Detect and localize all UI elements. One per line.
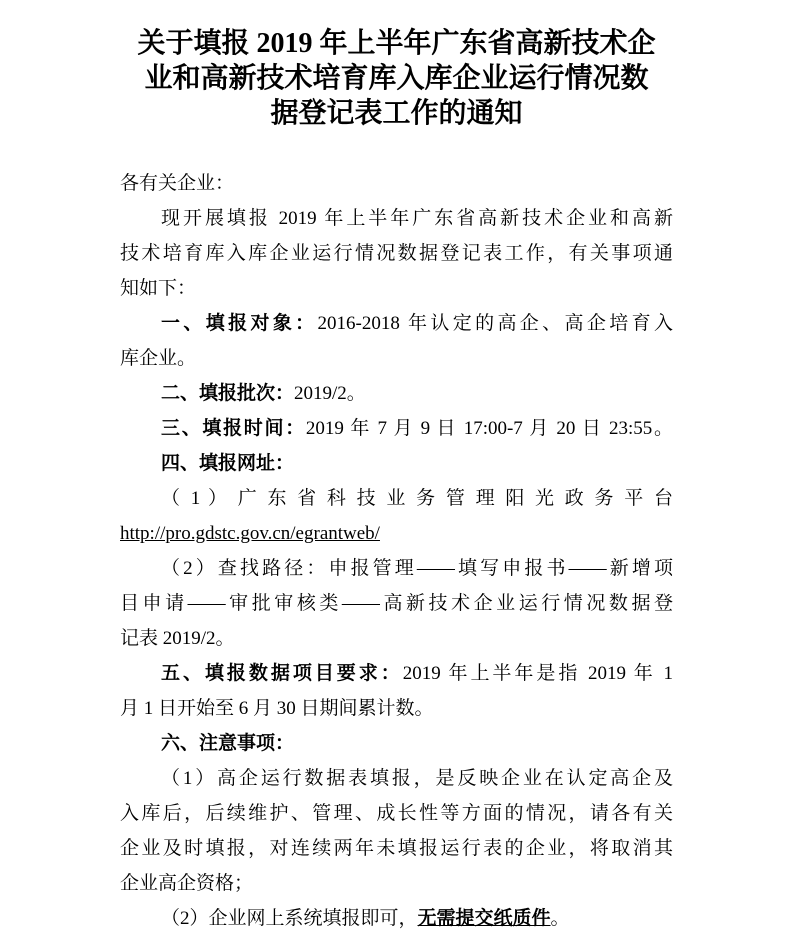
text-segment: （ 1 ） 广 东 省 科 技 业 务 管 理 阳 光 政 务 平 台	[161, 488, 673, 509]
text-segment: 各有关企业：	[120, 173, 235, 194]
text-line	[120, 866, 673, 901]
text-line	[120, 306, 673, 341]
text-line	[120, 411, 673, 446]
text-line	[120, 481, 673, 516]
text-segment: 2019 年 7 月 9 日 17:00-7 月 20 日 23:55。	[305, 418, 673, 439]
section-heading: 一、填报对象：	[161, 313, 318, 334]
text-line	[120, 201, 673, 236]
text-line	[120, 586, 673, 621]
text-segment: 知如下：	[120, 278, 197, 299]
text-line	[120, 166, 673, 201]
text-segment: 记表 2019/2。	[120, 628, 235, 649]
website-link[interactable]: http://pro.gdstc.gov.cn/egrantweb/	[120, 523, 380, 544]
text-line	[120, 726, 673, 761]
text-line	[120, 831, 673, 866]
text-line	[120, 656, 673, 691]
text-segment: 企业高企资格；	[120, 873, 254, 894]
section-heading: 二、填报批次：	[161, 383, 295, 404]
section-heading: 四、填报网址：	[161, 453, 295, 474]
text-segment: （1）高企运行数据表填报，是反映企业在认定高企及	[161, 768, 673, 789]
text-line	[120, 691, 673, 726]
text-segment: （2）查找路径：申报管理——填写申报书——新增项	[161, 558, 673, 579]
text-line	[120, 621, 673, 656]
text-segment: （2）企业网上系统填报即可，	[161, 908, 418, 929]
text-segment: 库企业。	[120, 348, 197, 369]
text-line	[120, 446, 673, 481]
text-segment: 。	[550, 908, 570, 929]
text-line	[120, 271, 673, 306]
text-line	[120, 236, 673, 271]
text-line	[120, 901, 673, 936]
emphasis-text: 无需提交纸质件	[417, 908, 551, 929]
text-segment: 企业及时填报，对连续两年未填报运行表的企业，将取消其	[120, 838, 673, 859]
text-line	[120, 796, 673, 831]
section-heading: 三、填报时间：	[161, 418, 306, 439]
document-title	[0, 26, 793, 131]
text-segment: 月 1 日开始至 6 月 30 日期间累计数。	[120, 698, 434, 719]
document-body	[120, 166, 673, 936]
text-segment: 现开展填报 2019 年上半年广东省高新技术企业和高新	[161, 208, 673, 229]
text-segment: 目申请——审批审核类——高新技术企业运行情况数据登	[120, 593, 673, 614]
title-line: 据登记表工作的通知	[270, 98, 523, 129]
text-line	[120, 341, 673, 376]
text-segment: 2016-2018 年认定的高企、高企培育入	[317, 313, 673, 334]
text-line	[120, 376, 673, 411]
text-segment: 2019 年上半年是指 2019 年 1	[402, 663, 673, 684]
text-line	[120, 516, 673, 551]
text-segment: 入库后，后续维护、管理、成长性等方面的情况，请各有关	[120, 803, 673, 824]
title-line: 关于填报 2019 年上半年广东省高新技术企	[137, 28, 656, 59]
text-segment: 技术培育库入库企业运行情况数据登记表工作，有关事项通	[120, 243, 673, 264]
text-line	[120, 551, 673, 586]
section-heading: 五、填报数据项目要求：	[161, 663, 403, 684]
text-segment: 2019/2。	[294, 383, 366, 404]
section-heading: 六、注意事项：	[161, 733, 295, 754]
title-line: 业和高新技术培育库入库企业运行情况数	[144, 63, 649, 94]
text-line	[120, 761, 673, 796]
